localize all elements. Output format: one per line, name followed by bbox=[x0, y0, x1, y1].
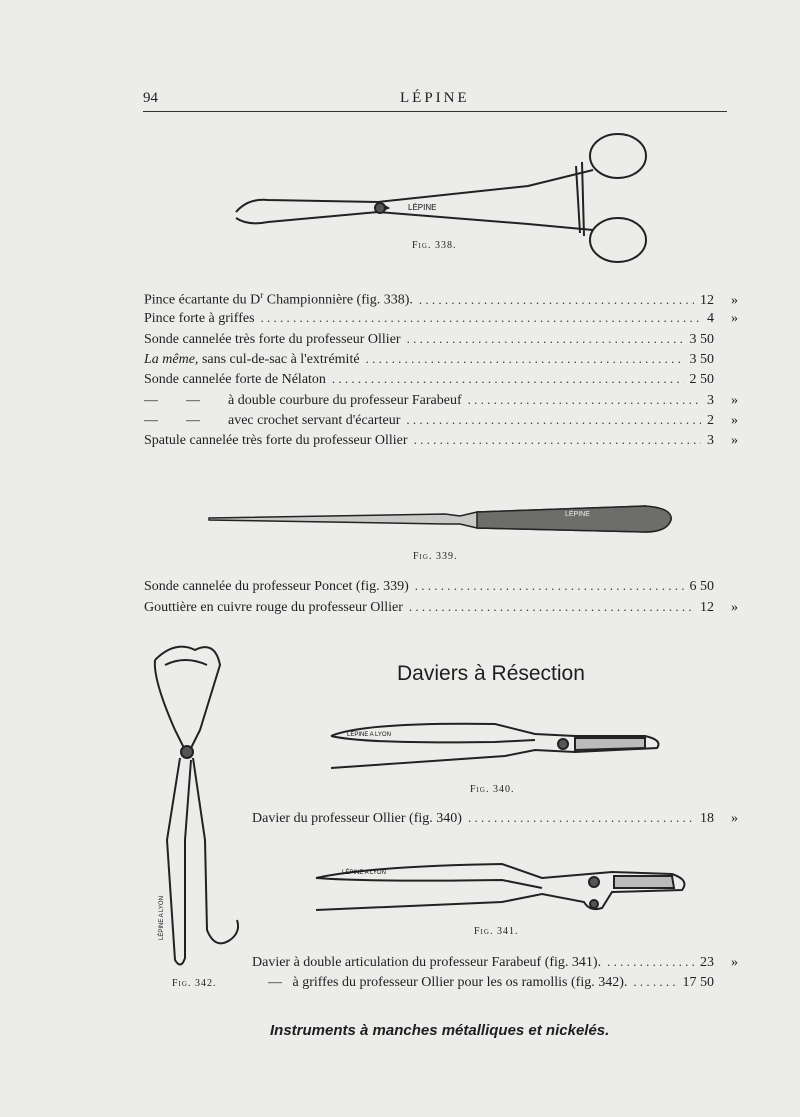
dot-leader bbox=[409, 599, 694, 615]
item-price: 23 bbox=[700, 955, 714, 970]
dot-leader bbox=[332, 371, 684, 387]
footer-caption: Instruments à manches métalliques et nickelés. bbox=[270, 1022, 610, 1039]
fig-340-caption: Fig. 340. bbox=[470, 784, 515, 795]
item-description: Spatule cannelée très forte du professeur Ollier bbox=[144, 433, 408, 449]
dot-leader bbox=[419, 292, 694, 308]
fig-342-caption: Fig. 342. bbox=[172, 978, 217, 989]
item-price: 12 bbox=[700, 599, 714, 615]
page-number: 94 bbox=[143, 90, 158, 106]
dot-leader bbox=[468, 392, 701, 408]
fig-341-davier-illustration bbox=[312, 860, 692, 920]
header-rule bbox=[143, 111, 727, 112]
item-description bbox=[144, 290, 413, 309]
description-text: sans cul-de-sac à l'extrémité bbox=[198, 351, 360, 367]
item-description: Davier du professeur Ollier (fig. 340) bbox=[252, 811, 462, 826]
item-description: Pince forte à griffes bbox=[144, 311, 255, 327]
item-description bbox=[144, 352, 360, 368]
fig-342-davier-illustration bbox=[145, 640, 255, 970]
price-unit: » bbox=[731, 811, 738, 826]
fig-339-brand-text: LÉPINE bbox=[565, 511, 590, 518]
price-unit: » bbox=[731, 599, 738, 615]
price-row bbox=[144, 290, 738, 309]
item-price: 2 bbox=[707, 412, 714, 428]
item-description: Sonde cannelée forte de Nélaton bbox=[144, 372, 326, 388]
dot-leader bbox=[261, 310, 701, 326]
dot-leader bbox=[607, 954, 694, 970]
item-description: — à griffes du professeur Ollier pour les os ramollis (fig. 342). bbox=[268, 975, 628, 990]
fig-342-brand-text: LÉPINE A LYON bbox=[159, 896, 165, 940]
item-description: — — avec crochet servant d'écarteur bbox=[144, 412, 401, 428]
fig-339-spatula-illustration bbox=[205, 498, 675, 544]
price-row bbox=[252, 954, 738, 971]
description-text: Championnière (fig. 338). bbox=[263, 292, 413, 308]
dot-leader bbox=[406, 412, 701, 428]
item-description: — — à double courbure du professeur Farabeuf bbox=[144, 392, 462, 408]
item-description: Gouttière en cuivre rouge du professeur Ollier bbox=[144, 599, 403, 615]
dot-leader bbox=[366, 351, 684, 367]
fig-340-brand-text: LÉPINE A LYON bbox=[347, 732, 391, 738]
price-unit: » bbox=[731, 955, 738, 970]
section-title: Daviers à Résection bbox=[397, 662, 585, 685]
price-row bbox=[144, 599, 738, 616]
item-price: 18 bbox=[700, 811, 714, 826]
running-header-title: LÉPINE bbox=[400, 90, 470, 106]
price-row bbox=[144, 331, 738, 348]
description-italic: La même, bbox=[144, 351, 199, 367]
price-row bbox=[144, 371, 738, 388]
item-description: Sonde cannelée du professeur Poncet (fig. 339) bbox=[144, 579, 409, 594]
description-superscript: r bbox=[260, 290, 264, 300]
item-price: 12 bbox=[700, 292, 714, 308]
item-price: 17 50 bbox=[682, 975, 714, 990]
fig-338-forceps-illustration bbox=[228, 128, 668, 278]
item-price: 3 bbox=[707, 392, 714, 408]
item-price: 6 50 bbox=[689, 579, 714, 594]
price-row bbox=[252, 810, 738, 827]
item-price: 3 bbox=[707, 433, 714, 449]
price-unit: » bbox=[731, 311, 738, 327]
price-row bbox=[144, 412, 738, 429]
item-price: 4 bbox=[707, 311, 714, 327]
price-row bbox=[144, 578, 738, 595]
price-row bbox=[144, 392, 738, 409]
dot-leader bbox=[407, 331, 684, 347]
price-unit: » bbox=[731, 412, 738, 428]
price-row bbox=[268, 974, 738, 991]
price-row bbox=[144, 432, 738, 449]
item-description: Sonde cannelée très forte du professeur Ollier bbox=[144, 331, 401, 347]
price-unit: » bbox=[731, 392, 738, 408]
dot-leader bbox=[468, 810, 694, 826]
fig-338-brand-text: LÉPINE bbox=[408, 203, 437, 212]
fig-339-caption: Fig. 339. bbox=[413, 551, 458, 562]
price-row bbox=[144, 310, 738, 327]
dot-leader bbox=[415, 578, 684, 594]
dot-leader bbox=[414, 432, 701, 448]
item-price: 2 50 bbox=[689, 372, 714, 388]
fig-341-brand-text: LÉPINE A LYON bbox=[342, 870, 386, 876]
item-price: 3 50 bbox=[689, 351, 714, 367]
item-description: Davier à double articulation du professeur Farabeuf (fig. 341). bbox=[252, 955, 602, 970]
price-unit: » bbox=[731, 433, 738, 449]
fig-341-caption: Fig. 341. bbox=[474, 926, 519, 937]
description-text: Pince écartante du D bbox=[144, 292, 261, 308]
item-price: 3 50 bbox=[689, 331, 714, 347]
price-row bbox=[144, 351, 738, 368]
fig-338-caption: Fig. 338. bbox=[412, 240, 457, 251]
dot-leader bbox=[633, 974, 676, 990]
price-unit: » bbox=[731, 292, 738, 308]
fig-340-davier-illustration bbox=[325, 718, 665, 778]
